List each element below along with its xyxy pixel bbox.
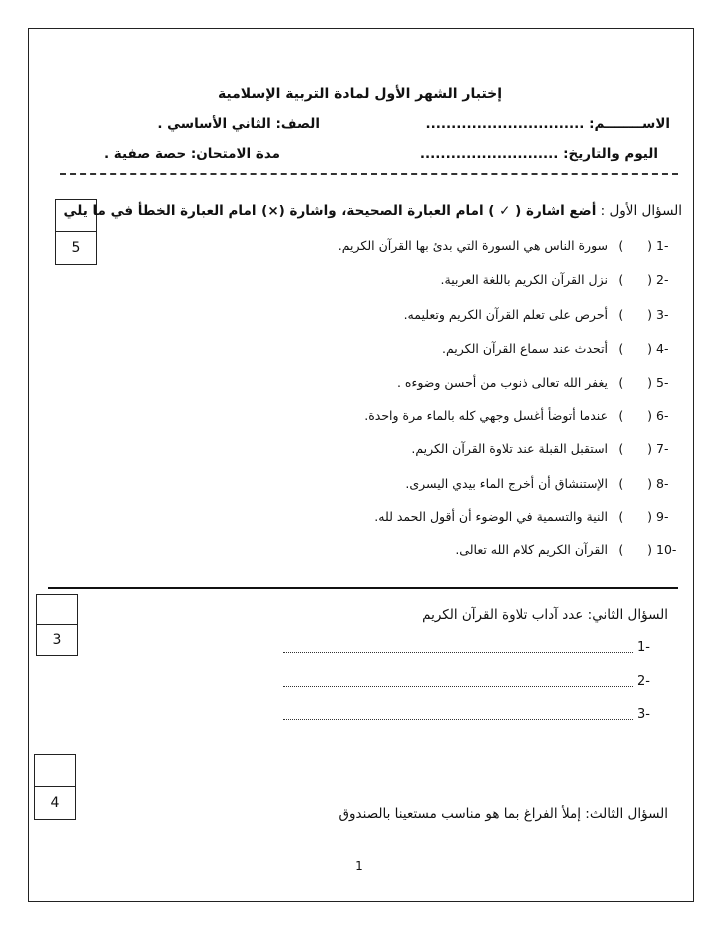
answer-number: -1	[637, 640, 650, 655]
q3-score: 4	[50, 795, 60, 811]
q2-header	[422, 607, 668, 623]
name-line	[425, 116, 670, 132]
answer-parentheses[interactable]: ( )	[618, 341, 653, 356]
page-number: 1	[355, 859, 363, 873]
answer-line	[283, 640, 650, 655]
answer-parentheses[interactable]: ( )	[618, 272, 653, 287]
q3-score-blank	[35, 755, 75, 787]
q3-instruction: إملأ الفراغ بما هو مناسب مستعينا بالصندوق	[338, 806, 581, 822]
duration-label: مدة الامتحان:	[190, 146, 280, 162]
q2-instruction: عدد آداب تلاوة القرآن الكريم	[422, 607, 584, 623]
q3-score-box	[34, 754, 76, 820]
q1-instruction: أضع اشارة ( ✓ ) امام العبارة الصحيحة، واشارة (×) امام العبارة الخطأ في ما يلي	[63, 203, 597, 219]
q1-item	[364, 408, 680, 423]
answer-parentheses[interactable]: ( )	[618, 476, 653, 491]
item-text: القرآن الكريم كلام الله تعالى.	[455, 542, 609, 557]
answer-parentheses[interactable]: ( )	[618, 542, 653, 557]
duration-line	[104, 146, 280, 162]
date-blank: ...........................	[419, 146, 559, 162]
item-text: أتحدث عند سماع القرآن الكريم.	[442, 341, 609, 356]
answer-line	[283, 707, 650, 722]
item-number: -6	[656, 408, 669, 423]
q1-item	[411, 441, 680, 456]
q3-header	[339, 806, 668, 822]
q1-label: السؤال الأول :	[600, 203, 682, 219]
item-text: سورة الناس هي السورة التي بدئ بها القرآن الكريم.	[337, 238, 609, 253]
grade-value: الثاني الأساسي .	[157, 116, 271, 132]
q1-item	[404, 307, 680, 322]
item-number: -8	[656, 476, 669, 491]
item-text: عندما أتوضأ أغسل وجهي كله بالماء مرة واحدة.	[364, 408, 609, 423]
item-text: النية والتسمية في الوضوء أن أقول الحمد لله.	[374, 509, 609, 524]
item-number: -9	[656, 509, 669, 524]
item-text: الإستنشاق أن أخرج الماء بيدي اليسرى.	[405, 476, 609, 491]
item-text: نزل القرآن الكريم باللغة العربية.	[440, 272, 609, 287]
item-number: -3	[656, 307, 669, 322]
q2-label: السؤال الثاني:	[587, 607, 668, 623]
answer-blank[interactable]	[283, 642, 633, 653]
grade-label: الصف:	[275, 116, 320, 132]
answer-line	[283, 674, 650, 689]
q1-item	[405, 476, 680, 491]
answer-parentheses[interactable]: ( )	[618, 238, 653, 253]
q1-header	[64, 203, 682, 219]
item-number: -2	[656, 272, 669, 287]
answer-parentheses[interactable]: ( )	[618, 408, 653, 423]
q1-item	[441, 272, 680, 287]
date-label: اليوم والتاريخ:	[563, 146, 658, 162]
q3-label: السؤال الثالث:	[585, 806, 668, 822]
q2-score-blank	[37, 595, 77, 625]
item-number: -5	[656, 375, 669, 390]
answer-parentheses[interactable]: ( )	[618, 441, 653, 456]
name-label: الاســــــــم:	[589, 116, 670, 132]
item-number: -7	[656, 441, 669, 456]
exam-title: إختبار الشهر الأول لمادة التربية الإسلامية	[217, 86, 503, 102]
q1-item	[374, 509, 680, 524]
section-divider	[48, 587, 678, 589]
item-number: -1	[656, 238, 669, 253]
answer-parentheses[interactable]: ( )	[618, 375, 653, 390]
answer-number: -2	[637, 674, 650, 689]
date-line	[420, 146, 658, 162]
q2-score-box	[36, 594, 78, 656]
item-text: أحرص على تعلم القرآن الكريم وتعليمه.	[403, 307, 609, 322]
grade-line	[157, 116, 320, 132]
name-blank: ...............................	[425, 116, 585, 132]
duration-value: حصة صفية .	[103, 146, 187, 162]
answer-parentheses[interactable]: ( )	[618, 509, 653, 524]
item-text: استقبل القبلة عند تلاوة القرآن الكريم.	[411, 441, 609, 456]
answer-number: -3	[637, 707, 650, 722]
answer-blank[interactable]	[283, 709, 633, 720]
answer-blank[interactable]	[283, 676, 633, 687]
q1-score: 5	[71, 240, 81, 256]
q2-score: 3	[52, 632, 62, 648]
q1-item	[338, 238, 680, 253]
header-dashed-divider	[60, 173, 678, 175]
q1-item	[397, 375, 680, 390]
item-text: يغفر الله تعالى ذنوب من أحسن وضوءه .	[396, 375, 609, 390]
item-number: -4	[656, 341, 669, 356]
q1-item	[442, 341, 680, 356]
item-number: -10	[656, 542, 677, 557]
q1-item	[455, 542, 680, 557]
answer-parentheses[interactable]: ( )	[618, 307, 653, 322]
